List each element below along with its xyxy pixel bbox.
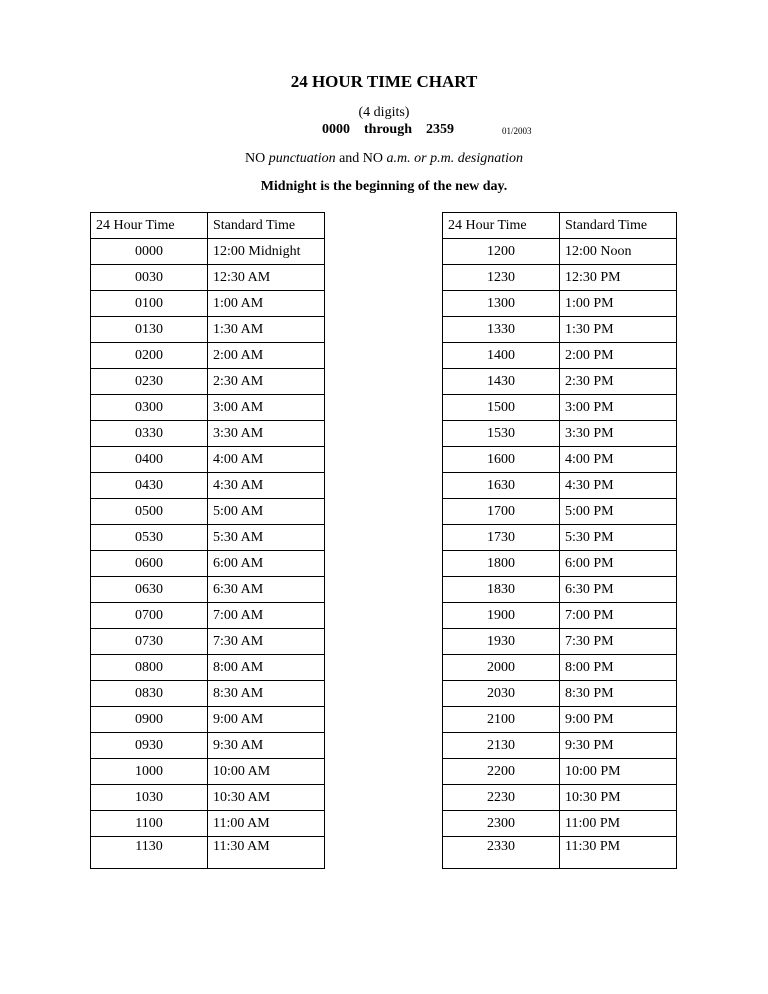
table-header-row — [91, 213, 325, 239]
standard-time-cell: 1:00 AM — [208, 291, 325, 317]
standard-time-cell: 3:30 AM — [208, 421, 325, 447]
military-time-cell: 1200 — [443, 239, 560, 265]
standard-time-cell: 10:00 PM — [560, 759, 677, 785]
military-time-cell: 1130 — [91, 837, 208, 869]
standard-time-cell: 7:30 PM — [560, 629, 677, 655]
military-time-cell: 0430 — [91, 473, 208, 499]
military-time-cell: 0130 — [91, 317, 208, 343]
standard-time-cell: 12:30 PM — [560, 265, 677, 291]
table-row — [91, 473, 325, 499]
table-row — [91, 421, 325, 447]
table-row — [91, 291, 325, 317]
standard-time-cell: 10:30 PM — [560, 785, 677, 811]
military-time-cell: 2330 — [443, 837, 560, 869]
military-time-cell: 0630 — [91, 577, 208, 603]
standard-time-cell: 6:00 AM — [208, 551, 325, 577]
military-time-cell: 0930 — [91, 733, 208, 759]
standard-time-cell: 4:30 PM — [560, 473, 677, 499]
standard-time-cell: 1:30 PM — [560, 317, 677, 343]
standard-time-cell: 1:30 AM — [208, 317, 325, 343]
table-row — [91, 629, 325, 655]
table-row — [443, 395, 677, 421]
table-header-row — [443, 213, 677, 239]
standard-time-cell: 5:00 PM — [560, 499, 677, 525]
note-prefix: NO — [244, 151, 269, 166]
table-row — [91, 707, 325, 733]
table-row — [443, 707, 677, 733]
table-row — [91, 733, 325, 759]
military-time-cell: 1930 — [443, 629, 560, 655]
military-time-cell: 2000 — [443, 655, 560, 681]
digits-note: (4 digits) — [358, 105, 410, 120]
military-time-cell: 0300 — [91, 395, 208, 421]
military-time-cell: 1700 — [443, 499, 560, 525]
standard-time-cell: 9:00 PM — [560, 707, 677, 733]
time-range: 0000 through 2359 — [322, 122, 454, 137]
standard-time-cell: 2:30 PM — [560, 369, 677, 395]
table-row — [443, 447, 677, 473]
standard-time-cell: 2:00 PM — [560, 343, 677, 369]
standard-time-cell: 9:30 AM — [208, 733, 325, 759]
table-row — [443, 343, 677, 369]
military-time-cell: 0500 — [91, 499, 208, 525]
military-time-cell: 0600 — [91, 551, 208, 577]
military-time-cell: 1900 — [443, 603, 560, 629]
left-time-table — [90, 212, 325, 869]
table-row — [443, 577, 677, 603]
military-time-cell: 1430 — [443, 369, 560, 395]
midnight-note: Midnight is the beginning of the new day. — [260, 179, 508, 194]
standard-time-cell: 7:00 PM — [560, 603, 677, 629]
military-time-cell: 1000 — [91, 759, 208, 785]
right-table-body — [443, 213, 677, 869]
table-row — [443, 603, 677, 629]
table-row — [91, 603, 325, 629]
table-row — [91, 551, 325, 577]
standard-time-cell: 2:30 AM — [208, 369, 325, 395]
table-row — [443, 421, 677, 447]
military-time-cell: 1300 — [443, 291, 560, 317]
note-italic-punctuation: punctuation — [268, 151, 336, 166]
military-time-cell: 1600 — [443, 447, 560, 473]
military-time-cell: 2030 — [443, 681, 560, 707]
format-note — [0, 151, 768, 167]
table-row — [443, 369, 677, 395]
military-time-cell: 1530 — [443, 421, 560, 447]
standard-time-cell: 7:00 AM — [208, 603, 325, 629]
revision-date: 01/2003 — [502, 126, 532, 136]
military-time-cell: 1830 — [443, 577, 560, 603]
military-time-cell: 2230 — [443, 785, 560, 811]
table-row — [91, 525, 325, 551]
military-time-cell: 0400 — [91, 447, 208, 473]
table-row — [91, 239, 325, 265]
table-row — [91, 499, 325, 525]
table-row — [443, 239, 677, 265]
military-time-cell: 1730 — [443, 525, 560, 551]
table-row — [91, 837, 325, 869]
standard-time-cell: 5:30 AM — [208, 525, 325, 551]
military-time-cell: 1330 — [443, 317, 560, 343]
table-row — [91, 265, 325, 291]
table-row — [91, 343, 325, 369]
table-row — [443, 317, 677, 343]
left-table-body — [91, 213, 325, 869]
standard-time-cell: 4:00 PM — [560, 447, 677, 473]
standard-time-cell: 6:30 AM — [208, 577, 325, 603]
standard-time-cell: 6:00 PM — [560, 551, 677, 577]
standard-time-cell: 11:30 PM — [560, 837, 677, 869]
military-time-cell: 2200 — [443, 759, 560, 785]
standard-time-cell: 12:30 AM — [208, 265, 325, 291]
standard-time-cell: 5:30 PM — [560, 525, 677, 551]
note-middle: and NO — [335, 151, 387, 166]
header-24-hour-time: 24 Hour Time — [443, 213, 560, 239]
military-time-cell: 2100 — [443, 707, 560, 733]
standard-time-cell: 10:30 AM — [208, 785, 325, 811]
table-row — [443, 551, 677, 577]
military-time-cell: 1800 — [443, 551, 560, 577]
table-row — [91, 395, 325, 421]
header-24-hour-time: 24 Hour Time — [91, 213, 208, 239]
standard-time-cell: 3:00 AM — [208, 395, 325, 421]
military-time-cell: 0000 — [91, 239, 208, 265]
standard-time-cell: 5:00 AM — [208, 499, 325, 525]
military-time-cell: 0030 — [91, 265, 208, 291]
table-row — [443, 629, 677, 655]
standard-time-cell: 11:30 AM — [208, 837, 325, 869]
standard-time-cell: 9:30 PM — [560, 733, 677, 759]
standard-time-cell: 6:30 PM — [560, 577, 677, 603]
standard-time-cell: 1:00 PM — [560, 291, 677, 317]
table-row — [443, 785, 677, 811]
standard-time-cell: 4:00 AM — [208, 447, 325, 473]
standard-time-cell: 8:30 AM — [208, 681, 325, 707]
table-row — [91, 577, 325, 603]
table-row — [91, 369, 325, 395]
standard-time-cell: 12:00 Midnight — [208, 239, 325, 265]
header-standard-time: Standard Time — [560, 213, 677, 239]
table-row — [91, 785, 325, 811]
table-row — [443, 291, 677, 317]
standard-time-cell: 7:30 AM — [208, 629, 325, 655]
table-row — [443, 837, 677, 869]
standard-time-cell: 9:00 AM — [208, 707, 325, 733]
military-time-cell: 1630 — [443, 473, 560, 499]
standard-time-cell: 8:00 AM — [208, 655, 325, 681]
table-row — [443, 759, 677, 785]
right-time-table — [442, 212, 677, 869]
military-time-cell: 0800 — [91, 655, 208, 681]
standard-time-cell: 8:00 PM — [560, 655, 677, 681]
table-row — [91, 681, 325, 707]
military-time-cell: 1500 — [443, 395, 560, 421]
standard-time-cell: 4:30 AM — [208, 473, 325, 499]
military-time-cell: 0830 — [91, 681, 208, 707]
military-time-cell: 0230 — [91, 369, 208, 395]
military-time-cell: 0100 — [91, 291, 208, 317]
table-row — [91, 759, 325, 785]
standard-time-cell: 10:00 AM — [208, 759, 325, 785]
page-title: 24 HOUR TIME CHART — [290, 72, 478, 91]
standard-time-cell: 2:00 AM — [208, 343, 325, 369]
military-time-cell: 0330 — [91, 421, 208, 447]
table-row — [443, 525, 677, 551]
military-time-cell: 1230 — [443, 265, 560, 291]
table-row — [443, 499, 677, 525]
table-row — [443, 681, 677, 707]
note-italic-designation: a.m. or p.m. designation — [386, 151, 524, 166]
standard-time-cell: 11:00 PM — [560, 811, 677, 837]
military-time-cell: 0730 — [91, 629, 208, 655]
standard-time-cell: 3:30 PM — [560, 421, 677, 447]
table-row — [443, 655, 677, 681]
table-row — [91, 811, 325, 837]
table-row — [91, 655, 325, 681]
military-time-cell: 1030 — [91, 785, 208, 811]
military-time-cell: 0200 — [91, 343, 208, 369]
military-time-cell: 2300 — [443, 811, 560, 837]
standard-time-cell: 11:00 AM — [208, 811, 325, 837]
military-time-cell: 1100 — [91, 811, 208, 837]
military-time-cell: 0700 — [91, 603, 208, 629]
standard-time-cell: 3:00 PM — [560, 395, 677, 421]
header-standard-time: Standard Time — [208, 213, 325, 239]
military-time-cell: 0530 — [91, 525, 208, 551]
military-time-cell: 0900 — [91, 707, 208, 733]
table-row — [443, 811, 677, 837]
standard-time-cell: 8:30 PM — [560, 681, 677, 707]
table-row — [91, 447, 325, 473]
table-row — [443, 733, 677, 759]
standard-time-cell: 12:00 Noon — [560, 239, 677, 265]
table-row — [443, 473, 677, 499]
table-row — [443, 265, 677, 291]
military-time-cell: 2130 — [443, 733, 560, 759]
table-row — [91, 317, 325, 343]
military-time-cell: 1400 — [443, 343, 560, 369]
